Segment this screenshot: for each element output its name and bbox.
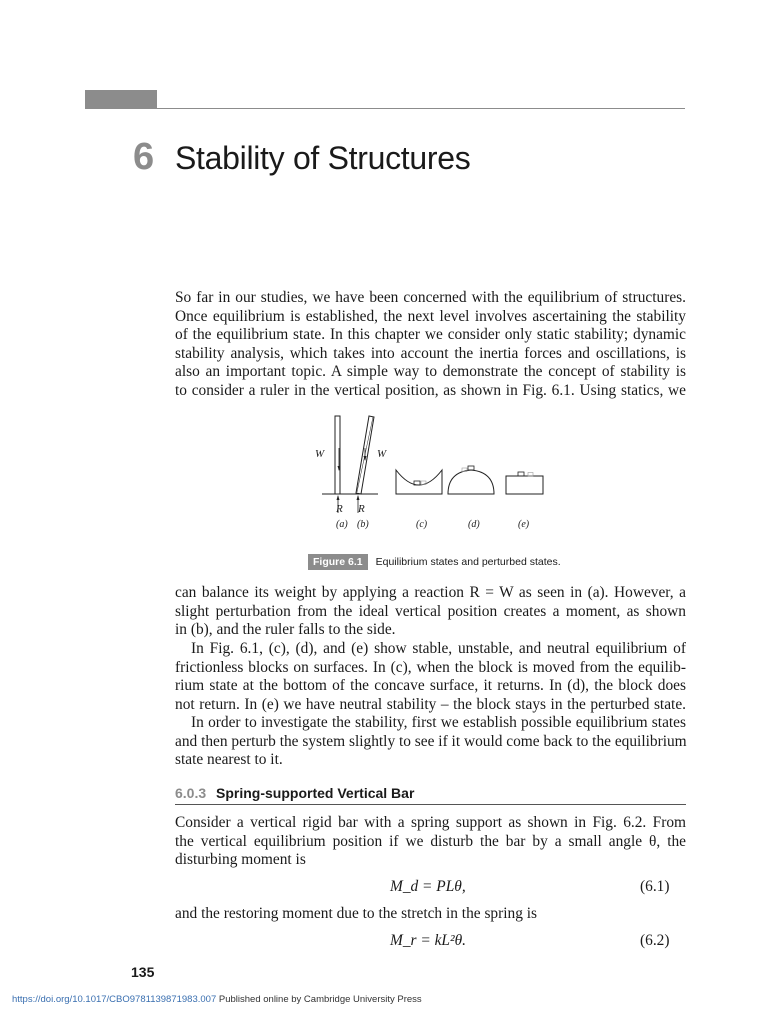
- text-line: disturbing moment is: [175, 851, 306, 869]
- label-r-b: R: [358, 503, 365, 515]
- text-line: not return. In (e) we have neutral stability – the block stays in the perturbed state.: [175, 695, 686, 713]
- label-c: (c): [416, 519, 428, 530]
- intro-paragraph: [175, 289, 686, 401]
- published-note: Published online by Cambridge University Press: [218, 994, 422, 1005]
- text-line: of the equilibrium state. In this chapter we consider only static stability; dynamic: [175, 326, 686, 344]
- label-r-a: R: [336, 503, 343, 515]
- equation-6-2: M_r = kL²θ.: [390, 932, 466, 949]
- label-w-b: W: [377, 448, 387, 460]
- convex-surface: [448, 470, 494, 494]
- chapter-number: 6: [133, 136, 155, 178]
- flat-surface: [506, 476, 543, 494]
- label-w-a: W: [315, 448, 325, 460]
- text-line: the vertical equilibrium position if we disturb the bar by a small angle θ, the: [175, 832, 686, 850]
- chapter-header-block: [85, 90, 157, 109]
- paragraph-3: [175, 640, 686, 714]
- figure-label: Figure 6.1: [308, 554, 368, 570]
- paragraph-4: [175, 714, 686, 770]
- text-line: rium state at the bottom of the concave surface, it returns. In (d), the block does: [175, 677, 686, 695]
- section-number: 6.0.3: [175, 785, 207, 801]
- block-e: [518, 472, 524, 476]
- equation-number-6-2: (6.2): [640, 932, 670, 949]
- equation-number-6-1: (6.1): [640, 878, 670, 895]
- label-a: (a): [336, 519, 348, 530]
- text-line: Once equilibrium is established, the next level involves ascertaining the stability: [175, 307, 686, 325]
- between-equations-text: and the restoring moment due to the stretch in the spring is: [175, 905, 538, 922]
- section-rule: [175, 804, 686, 805]
- figure-caption-text: Equilibrium states and perturbed states.: [375, 556, 561, 568]
- footer: [12, 994, 422, 1005]
- text-line: to consider a ruler in the vertical position, as shown in Fig. 6.1. Using statics, we: [175, 381, 686, 399]
- section-heading: [175, 785, 414, 801]
- label-e: (e): [518, 519, 530, 530]
- figure-caption: [308, 553, 561, 571]
- chapter-title: Stability of Structures: [175, 140, 471, 176]
- text-line: In order to investigate the stability, first we establish possible equilibrium states: [191, 714, 686, 731]
- section-title: Spring-supported Vertical Bar: [216, 785, 415, 801]
- text-line: Consider a vertical rigid bar with a spring support as shown in Fig. 6.2. From: [175, 814, 686, 831]
- text-line: can balance its weight by applying a reaction R = W as seen in (a). However, a: [175, 584, 686, 601]
- text-line: In Fig. 6.1, (c), (d), and (e) show stable, unstable, and neutral equilibrium of: [191, 640, 686, 657]
- text-line: state nearest to it.: [175, 751, 283, 769]
- text-line: and then perturb the system slightly to see if it would come back to the equilibrium: [175, 732, 687, 750]
- text-line: frictionless blocks on surfaces. In (c), when the block is moved from the equilib-: [175, 658, 686, 676]
- label-b: (b): [357, 519, 369, 530]
- text-line: stability analysis, which takes into account the inertia forces and oscillations, is: [175, 344, 686, 362]
- text-line: in (b), and the ruler falls to the side.: [175, 621, 396, 639]
- text-line: So far in our studies, we have been concerned with the equilibrium of structures.: [175, 289, 686, 306]
- equation-6-1: M_d = PLθ,: [390, 878, 466, 895]
- paragraph-2: [175, 584, 686, 640]
- paragraph-5: [175, 814, 686, 870]
- label-d: (d): [468, 519, 480, 530]
- chapter-header-rule: [157, 108, 685, 109]
- block-d: [468, 466, 474, 470]
- figure-equilibrium-states: [300, 410, 560, 535]
- text-line: also an important topic. A simple way to demonstrate the concept of stability is: [175, 363, 686, 381]
- text-line: slight perturbation from the ideal vertical position creates a moment, as shown: [175, 602, 686, 620]
- concave-surface: [396, 470, 442, 494]
- doi-link[interactable]: https://doi.org/10.1017/CBO9781139871983.007: [12, 994, 217, 1005]
- page-number: 135: [131, 964, 155, 980]
